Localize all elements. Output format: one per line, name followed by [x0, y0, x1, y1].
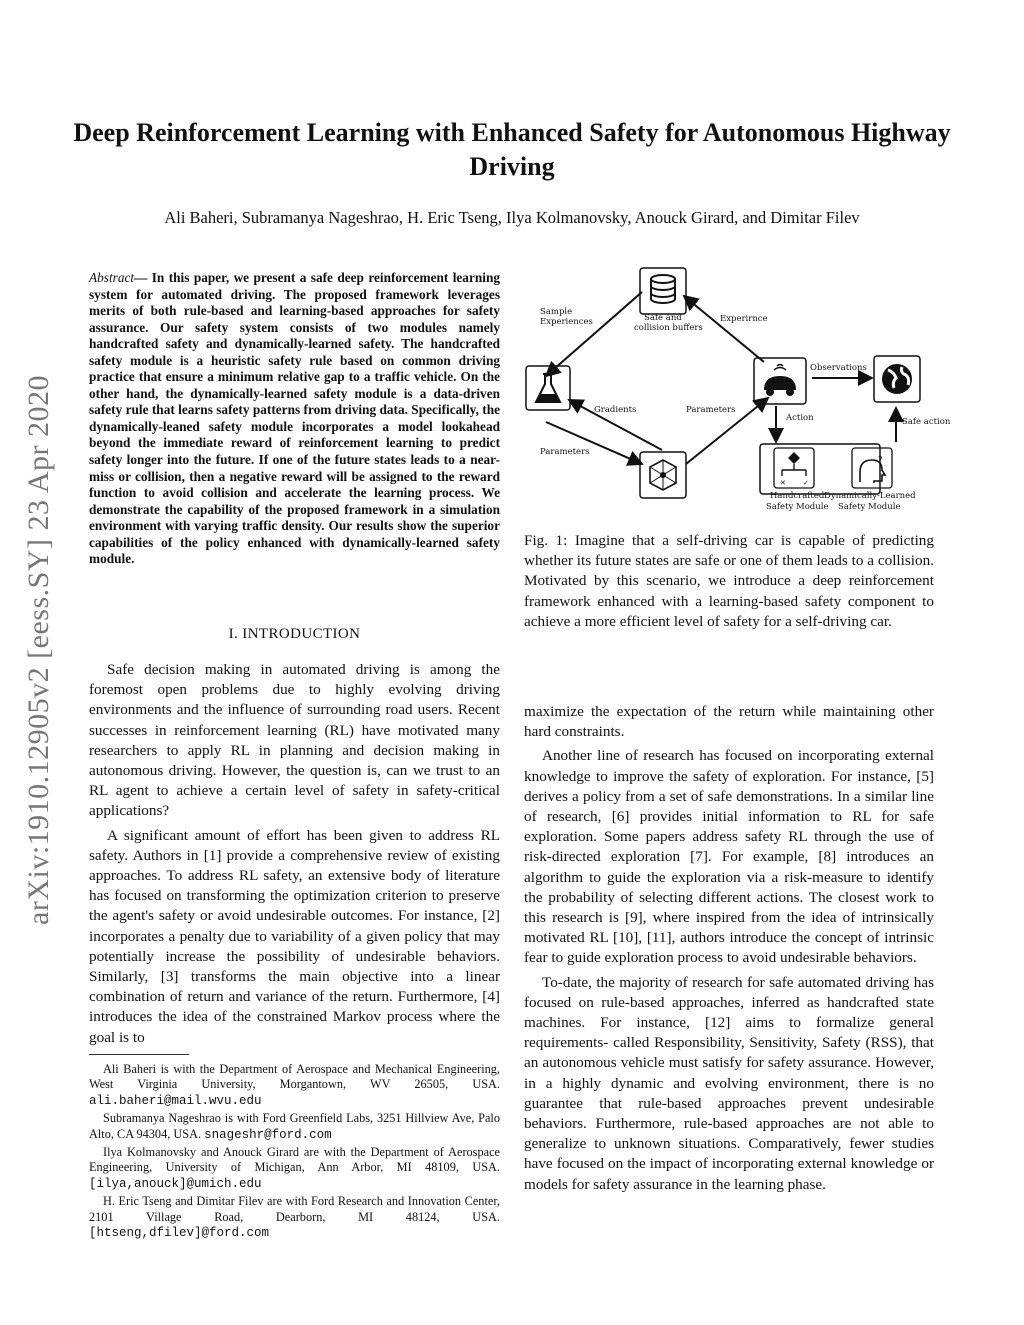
label-gradients: Gradients: [594, 405, 637, 415]
arxiv-id: arXiv:1910.12905v2 [eess.SY] 23 Apr 2020: [22, 375, 55, 925]
footnote: Ilya Kolmanovsky and Anouck Girard are with the Department of Aerospace Engineering, University of Michigan, Ann Arbor, MI 48109, USA. [ilya,anouck]@umich.edu: [89, 1145, 500, 1191]
right-column-body: [524, 702, 934, 1199]
footnote: Subramanya Nageshrao is with Ford Greenfield Labs, 3251 Hillview Ave, Palo Alto, CA 94304, USA. snageshr@ford.com: [89, 1111, 500, 1142]
left-column-body: [89, 660, 500, 1052]
paragraph: maximize the expectation of the return while maintaining other hard constraints.: [524, 703, 934, 741]
learned-safety-icon: [852, 448, 892, 488]
email: ali.baheri@mail.wvu.edu: [89, 1093, 262, 1108]
label-safe-action: Safe action: [902, 417, 951, 427]
email: [ilya,anouck]@umich.edu: [89, 1176, 262, 1191]
neural-network-icon: [640, 452, 686, 498]
svg-text:✓: ✓: [803, 479, 809, 487]
database-icon: [640, 268, 686, 314]
label-handcrafted: Safety Module: [766, 502, 829, 512]
label-learned: Safety Module: [838, 502, 901, 512]
flask-icon: [526, 366, 570, 410]
car-icon: [754, 358, 806, 404]
paragraph: Safe decision making in automated driving is among the foremost open problems due to highly evolving driving environments and the influence of surrounding road users. Recent successes in reinforcement learning (RL) have motivated many researchers to apply RL in planning and decision making in autonomous driving. However, the question is, can we trust to an RL agent to achieve a certain level of safety in safety-critical applications?: [89, 661, 500, 820]
abstract-text: — In this paper, we present a safe deep reinforcement learning system for automated driving. The proposed framework leverages merits of both rule-based and learning-based approaches for safety assurance. Our safety system consists of two modules namely handcrafted safety and dynamically-learned safety. The handcrafted safety module is a heuristic safety rule based on common driving practice that ensure a minimum relative gap to a traffic vehicle. On the other hand, the dynamically-learned safety module is a data-driven safety rule that learns safety patterns from driving data. Specifically, the dynamically-leaned safety module incorporates a model lookahead beyond the immediate reward of reinforcement learning to predict safety longer into the future. If one of the future states leads to a near-miss or collision, then a negative reward will be assigned to the reward function to avoid collision and accelerate the learning process. We demonstrate the capability of the proposed framework in a simulation environment with varying traffic density. Our results show the superior capabilities of the policy enhanced with dynamically-learned safety module.: [89, 270, 500, 567]
svg-text:?: ?: [878, 455, 883, 464]
footnote: H. Eric Tseng and Dimitar Filev are with Ford Research and Innovation Center, 2101 Village Road, Dearborn, MI 48124, USA. [htseng,dfilev]@ford.com: [89, 1194, 500, 1241]
footnotes: [89, 1062, 500, 1243]
label-buffers: collision buffers: [634, 323, 703, 333]
label-action: Action: [786, 413, 814, 423]
svg-text:✕: ✕: [780, 479, 786, 487]
label-observations: Observations: [810, 363, 867, 373]
figure-diagram: [524, 266, 954, 522]
label-parameters-mid: Parameters: [686, 405, 736, 415]
label-sample: Sample: [540, 307, 573, 317]
abstract: [89, 270, 500, 568]
email: [htseng,dfilev]@ford.com: [89, 1226, 270, 1241]
label-parameters-left: Parameters: [540, 447, 590, 457]
paragraph: Another line of research has focused on incorporating external knowledge to improve the safety of exploration. For instance, [5] derives a policy from a set of safe demonstrations. In a similar line of research, [6] provides initial information to RL for safe exploration. Some papers address safety RL through the use of risk-directed exploration [7]. For example, [8] introduces an algorithm to guide the exploration via a risk-measure to identify the probability of selecting different actions. The closest work to this research is [9], where inspired from the idea of intrinsically motivated RL [10], [11], authors introduce the concept of intrinsic fear to guide exploration process to avoid undesirable behaviors.: [524, 747, 934, 967]
footnote-rule: [89, 1054, 189, 1055]
label-learned: Dynamically-Learned: [824, 491, 916, 501]
section-heading: I. INTRODUCTION: [228, 626, 361, 642]
figure-caption: Fig. 1: Imagine that a self-driving car is capable of predicting whether its future states are safe or one of them leads to a collision. Motivated by this scenario, we introduce a deep reinforcement framework enhanced with a learning-based safety component to achieve a more efficient level of safety for a self-driving car.: [524, 532, 934, 630]
globe-icon: [874, 356, 920, 402]
label-buffers: Safe and: [644, 313, 682, 323]
arxiv-watermark: [14, 330, 64, 970]
paragraph: To-date, the majority of research for safe automated driving has focused on rule-based approaches, inferred as handcrafted state machines. For instance, [12] aims to formalize general requirements- called Responsibility, Sensitivity, Safety (RSS), that an autonomous vehicle must satisfy for safety assurance. However, in a highly dynamic and evolving environment, there is no guarantee that rule-based approaches prevent undesirable behaviors. Furthermore, rule-based approaches are not able to generalize to unknown situations. Comparatively, fewer studies have focused on the impact of incorporating external knowledge or models for safety assurance in the learning phase.: [524, 973, 934, 1193]
handcrafted-safety-icon: [760, 444, 883, 494]
label-experience: Experirnce: [720, 314, 768, 324]
email: snageshr@ford.com: [204, 1127, 332, 1142]
label-handcrafted: Handcrafted: [770, 491, 825, 501]
label-sample: Experiences: [540, 317, 593, 327]
author-list: Ali Baheri, Subramanya Nageshrao, H. Eric Tseng, Ilya Kolmanovsky, Anouck Girard, and Dimitar Filev: [164, 208, 860, 227]
paper-title: Deep Reinforcement Learning with Enhanced Safety for Autonomous Highway Driving: [73, 118, 951, 181]
paragraph: A significant amount of effort has been given to address RL safety. Authors in [1] provide a comprehensive review of existing approaches. To address RL safety, an extensive body of literature has focused on transforming the optimization criterion to preserve the agent's safety or avoid undesirable outcomes. For instance, [2] incorporates a penalty due to variability of a given policy that may potentially increase the possibility of undesirable behaviors. Similarly, [3] transforms the main objective into a linear combination of return and variance of the return. Furthermore, [4] introduces the idea of the constrained Markov process where the goal is to: [89, 826, 500, 1046]
footnote: Ali Baheri is with the Department of Aerospace and Mechanical Engineering, West Virginia University, Morgantown, WV 26505, USA. ali.baheri@mail.wvu.edu: [89, 1062, 500, 1108]
abstract-label: Abstract: [89, 270, 135, 285]
